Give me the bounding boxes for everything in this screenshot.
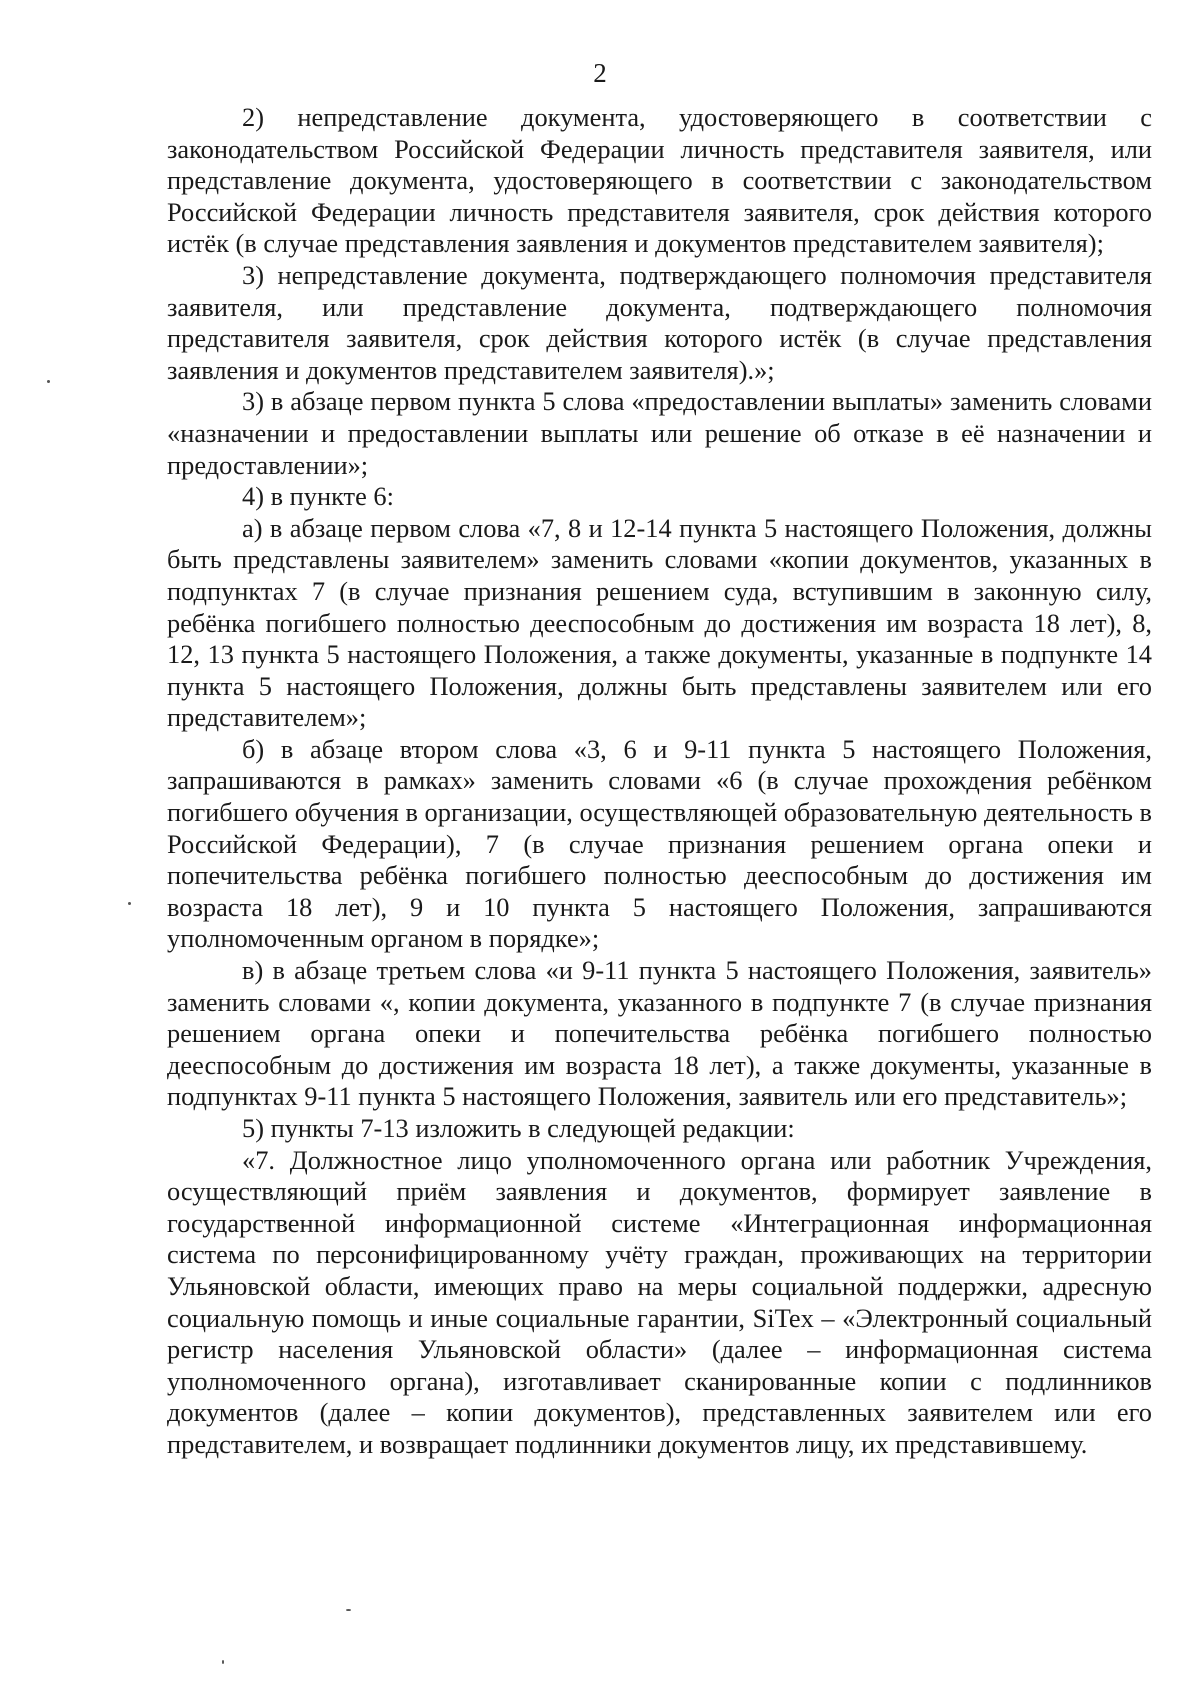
paragraph-amendment-5-points-7-13: 5) пункты 7-13 изложить в следующей редакции: [242,1113,795,1143]
paragraph-item-2-identity-document: 2) непредставление документа, удостоверяющего в соответствии с законодательством Российской Федерации личность представителя заявителя, или представление документа, удостоверяющего в соответствии с законодательством Российской Федерации личность представителя заявителя, срок действия которого истёк (в случае представления заявления и документов представителем заявителя); [167,102,1152,259]
scan-speck [128,902,131,905]
paragraph-new-point-7: «7. Должностное лицо уполномоченного органа или работник Учреждения, осуществляющий приём заявления и документов, формирует заявление в государственной информационной системе «Интеграционная информационная система по персонифицированному учёту граждан, проживающих на территории Ульяновской области, имеющих право на меры социальной поддержки, адресную социальную помощь и иные социальные гарантии, SiTex – «Электронный социальный регистр населения Ульяновской области» (далее – информационная система уполномоченного органа), изготавливает сканированные копии с подлинников документов (далее – копии документов), представленных заявителем или его представителем, и возвращает подлинники документов лицу, их представившему. [167,1144,1152,1459]
paragraph-subitem-b: б) в абзаце втором слова «3, 6 и 9-11 пункта 5 настоящего Положения, запрашиваются в рамках» заменить словами «6 (в случае прохождения ребёнком погибшего обучения в организации, осуществляющей образовательную деятельность в Российской Федерации), 7 (в случае признания решением органа опеки и попечительства ребёнка погибшего полностью дееспособным до достижения им возраста 18 лет), 9 и 10 пункта 5 настоящего Положения, запрашиваются уполномоченным органом в порядке»; [167,733,1152,954]
paragraph-amendment-3-point-5: 3) в абзаце первом пункта 5 слова «предоставлении выплаты» заменить словами «назначении и предоставлении выплаты или решение об отказе в её назначении и предоставлении»; [167,386,1152,480]
paragraph-item-3-authority-document: 3) непредставление документа, подтверждающего полномочия представителя заявителя, или представление документа, подтверждающего полномочия представителя заявителя, срок действия которого истёк (в случае представления заявления и документов представителем заявителя).»; [167,259,1152,385]
scan-speck [222,1660,224,1664]
page-number: 2 [593,58,607,88]
paragraph-amendment-4-point-6: 4) в пункте 6: [242,481,394,512]
scan-speck [346,1609,351,1611]
scan-speck [47,380,50,383]
paragraph-subitem-a: а) в абзаце первом слова «7, 8 и 12-14 пункта 5 настоящего Положения, должны быть представлены заявителем» заменить словами «копии документов, указанных в подпунктах 7 (в случае признания решением суда, вступившим в законную силу, ребёнка погибшего полностью дееспособным до достижения им возраста 18 лет), 8, 12, 13 пункта 5 настоящего Положения, а также документы, указанные в подпункте 14 пункта 5 настоящего Положения, должны быть представлены заявителем или его представителем»; [167,512,1152,733]
document-body [167,102,1152,1461]
paragraph-subitem-v: в) в абзаце третьем слова «и 9-11 пункта 5 настоящего Положения, заявитель» заменить словами «, копии документа, указанного в подпункте 7 (в случае признания решением органа опеки и попечительства ребёнка погибшего полностью дееспособным до достижения им возраста 18 лет), а также документы, указанные в подпунктах 9-11 пункта 5 настоящего Положения, заявитель или его представитель»; [167,955,1152,1112]
